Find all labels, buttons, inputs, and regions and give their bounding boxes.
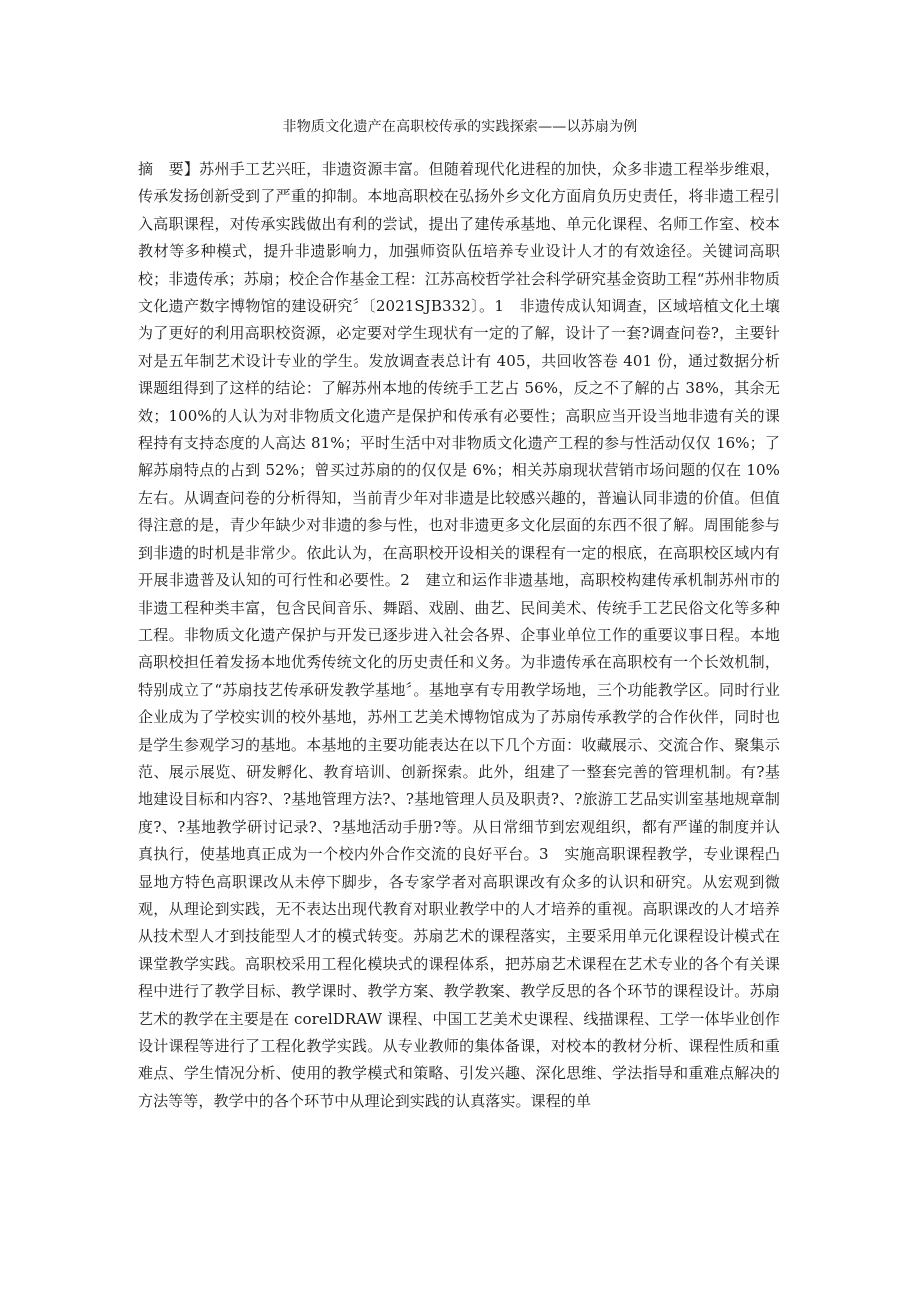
document-title: 非物质文化遗产在高职校传承的实践探索——以苏扇为例: [282, 119, 638, 135]
body-paragraph: 摘 要】苏州手工艺兴旺，非遗资源丰富。但随着现代化进程的加快，众多非遗工程举步维艰，传承发扬创新受到了严重的抑制。本地高职校在弘扬外乡文化方面肩负历史责任，将非遗工程引入高职课程，对传承实践做出有利的尝试，提出了建传承基地、单元化课程、名师工作室、校本教材等多种模式，提升非遗影响力，加强师资队伍培养专业设计人才的有效途径。关键词高职校；非遗传承；苏扇；校企合作基金工程：江苏高校哲学社会科学研究基金资助工程“苏州非物质文化遗产数字博物馆的建设研究〞〔2021SJB332〕。1 非遗传成认知调查，区域培植文化土壤为了更好的利用高职校资源，必定要对学生现状有一定的了解，设计了一套?调查问卷?，主要针对是五年制艺术设计专业的学生。发放调查表总计有 405，共回收答卷 401 份，通过数据分析课题组得到了这样的结论：了解苏州本地的传统手工艺占 56%，反之不了解的占 38%，其余无效；100%的人认为对非物质文化遗产是保护和传承有必要性；高职应当开设当地非遗有关的课程持有支持态度的人高达 81%；平时生活中对非物质文化遗产工程的参与性活动仅仅 16%；了解苏扇特点的占到 52%；曾买过苏扇的的仅仅是 6%；相关苏扇现状营销市场问题的仅在 10%左右。从调查问卷的分析得知，当前青少年对非遗是比较感兴趣的，普遍认同非遗的价值。但值得注意的是，青少年缺少对非遗的参与性，也对非遗更多文化层面的东西不很了解。周围能参与到非遗的时机是非常少。依此认为，在高职校开设相关的课程有一定的根底，在高职校区域内有开展非遗普及认知的可行性和必要性。2 建立和运作非遗基地，高职校构建传承机制苏州市的非遗工程种类丰富，包含民间音乐、舞蹈、戏剧、曲艺、民间美术、传统手工艺民俗文化等多种工程。非物质文化遗产保护与开发已逐步进入社会各界、企事业单位工作的重要议事日程。本地高职校担任着发扬本地优秀传统文化的历史责任和义务。为非遗传承在高职校有一个长效机制，特别成立了“苏扇技艺传承研发教学基地〞。基地享有专用教学场地，三个功能教学区。同时行业企业成为了学校实训的校外基地，苏州工艺美术博物馆成为了苏扇传承教学的合作伙伴，同时也是学生参观学习的基地。本基地的主要功能表达在以下几个方面：收藏展示、交流合作、聚集示范、展示展览、研发孵化、教育培训、创新探索。此外，组建了一整套完善的管理机制。有?基地建设目标和内容?、?基地管理方法?、?基地管理人员及职责?、?旅游工艺品实训室基地规章制度?、?基地教学研讨记录?、?基地活动手册?等。从日常细节到宏观组织，都有严谨的制度并认真执行，使基地真正成为一个校内外合作交流的良好平台。3 实施高职课程教学，专业课程凸显地方特色高职课改从未停下脚步，各专家学者对高职课改有众多的认识和研究。从宏观到微观，从理论到实践，无不表达出现代教育对职业教学中的人才培养的重视。高职课改的人才培养从技术型人才到技能型人才的模式转变。苏扇艺术的课程落实，主要采用单元化课程设计模式在课堂教学实践。高职校采用工程化模块式的课程体系，把苏扇艺术课程在艺术专业的各个有关课程中进行了教学目标、教学课时、教学方案、教学教案、教学反思的各个环节的课程设计。苏扇艺术的教学在主要是在 corelDRAW 课程、中国工艺美术史课程、线描课程、工学一体毕业创作设计课程等进行了工程化教学实践。从专业教师的集体备课，对校本的教材分析、课程性质和重难点、学生情况分析、使用的教学模式和策略、引发兴趣、深化思维、学法指导和重难点解决的方法等等，教学中的各个环节中从理论到实践的认真落实。课程的单: [138, 160, 780, 1110]
document-body: [138, 156, 780, 1115]
